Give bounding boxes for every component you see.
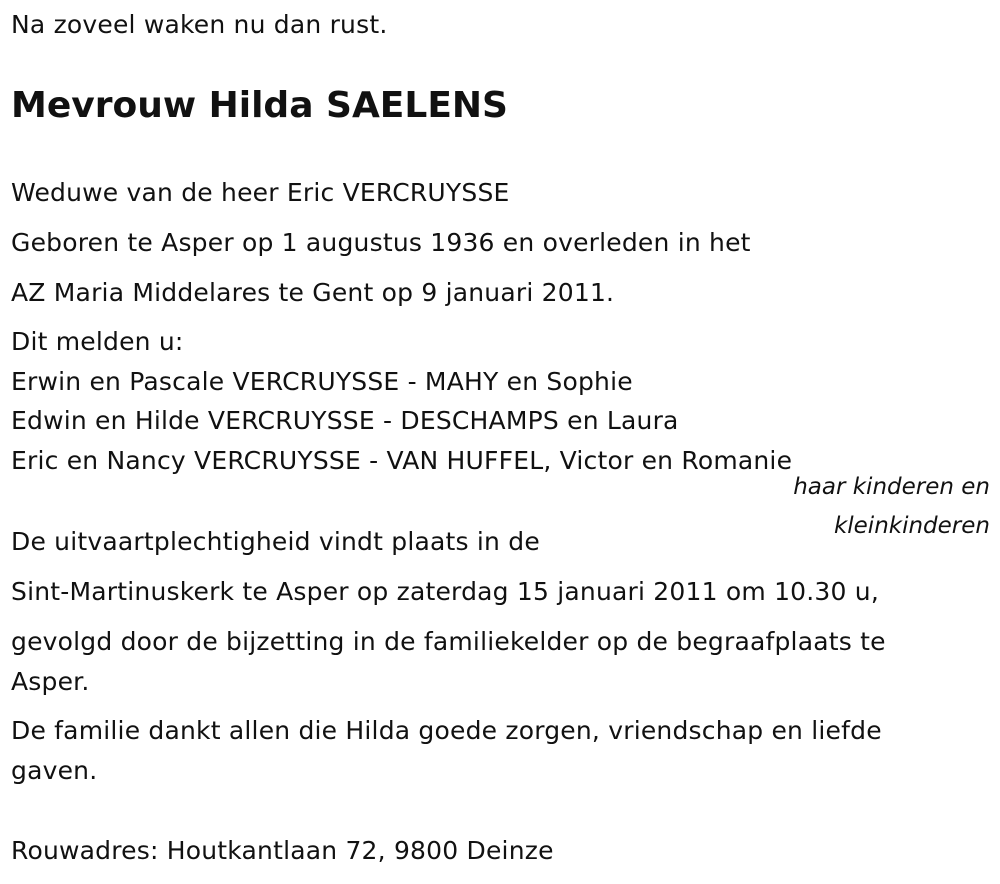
birth-line-1: Geboren te Asper op 1 augustus 1936 en overleden in het — [11, 228, 751, 257]
family-signature-line-2: kleinkinderen — [833, 513, 990, 539]
funeral-line-1: De uitvaartplechtigheid vindt plaats in de — [11, 527, 540, 556]
funeral-line-2: Sint-Martinuskerk te Asper op zaterdag 15 januari 2011 om 10.30 u, — [11, 577, 879, 606]
family-line-eric: Eric en Nancy VERCRUYSSE - VAN HUFFEL, Victor en Romanie — [11, 446, 793, 475]
mourning-address: Rouwadres: Houtkantlaan 72, 9800 Deinze — [11, 836, 554, 865]
thanks-line-1: De familie dankt allen die Hilda goede zorgen, vriendschap en liefde — [11, 716, 882, 745]
family-line-erwin: Erwin en Pascale VERCRUYSSE - MAHY en Sophie — [11, 367, 633, 396]
family-line-edwin: Edwin en Hilde VERCRUYSSE - DESCHAMPS en Laura — [11, 406, 679, 435]
family-signature-line-1: haar kinderen en — [793, 474, 990, 500]
funeral-line-4: Asper. — [11, 667, 90, 696]
opening-quote: Na zoveel waken nu dan rust. — [11, 10, 388, 39]
funeral-line-3: gevolgd door de bijzetting in de familiekelder op de begraafplaats te — [11, 627, 886, 656]
thanks-line-2: gaven. — [11, 756, 98, 785]
deceased-name: Mevrouw Hilda SAELENS — [11, 85, 508, 126]
birth-line-2: AZ Maria Middelares te Gent op 9 januari 2011. — [11, 278, 615, 307]
announced-by: Dit melden u: — [11, 327, 184, 356]
widow-of-line: Weduwe van de heer Eric VERCRUYSSE — [11, 178, 510, 207]
